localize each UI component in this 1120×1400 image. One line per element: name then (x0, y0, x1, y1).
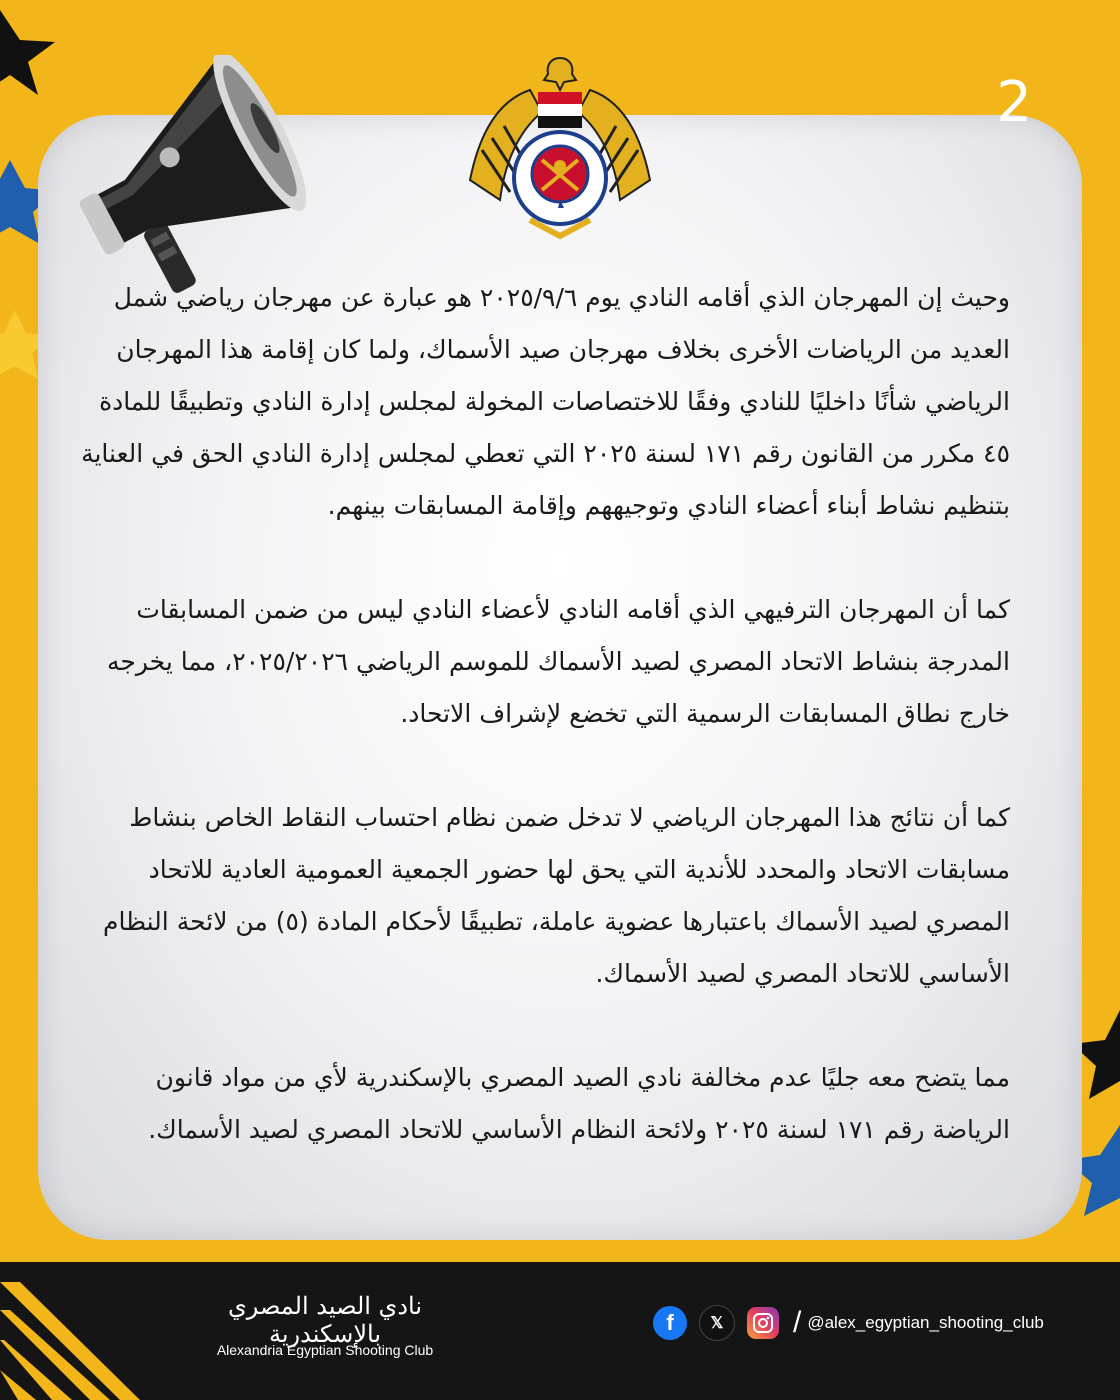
social-handle[interactable]: @alex_egyptian_shooting_club (807, 1313, 1044, 1332)
paragraph-1: وحيث إن المهرجان الذي أقامه النادي يوم ٢٠٢٥/٩/٦ هو عبارة عن مهرجان رياضي شمل العديد من الرياضات الأخرى بخلاف مهرجان صيد الأسماك، ولما كان إقامة هذا المهرجان الرياضي شأنًا داخليًا للنادي وفقًا للاختصاصات المخولة لمجلس إدارة النادي وتطبيقًا للمادة ٤٥ مكرر من القانون رقم ١٧١ لسنة ٢٠٢٥ التي تعطي لمجلس إدارة النادي الحق في العناية بتنظيم نشاط أبناء أعضاء النادي وتوجيههم وإقامة المسابقات بينهم. (81, 283, 1010, 520)
facebook-icon[interactable]: f (653, 1306, 687, 1340)
separator: / (793, 1306, 802, 1339)
club-name-arabic: نادي الصيد المصري بالإسكندرية (227, 1292, 423, 1348)
paragraph-3: كما أن نتائج هذا المهرجان الرياضي لا تدخل ضمن نظام احتساب النقاط الخاص بنشاط مسابقات الاتحاد والمحدد للأندية التي يحق لها حضور الجمعية العمومية العادية للاتحاد المصري لصيد الأسماك باعتبارها عضوية عاملة، تطبيقًا لأحكام المادة (٥) من لائحة النظام الأساسي للاتحاد المصري لصيد الأسماك. (103, 803, 1010, 988)
paragraph-4: مما يتضح معه جليًا عدم مخالفة نادي الصيد المصري بالإسكندرية لأي من مواد قانون الرياضة رقم ١٧١ لسنة ٢٠٢٥ ولائحة النظام الأساسي للاتحاد المصري لصيد الأسماك. (148, 1063, 1010, 1144)
instagram-icon[interactable] (747, 1307, 779, 1339)
footer-bar (0, 1262, 1120, 1400)
statement-body (70, 272, 1050, 1156)
hunting-club-eagle-emblem (460, 50, 660, 240)
page-number: 2 (996, 70, 1032, 135)
x-icon[interactable]: 𝕏 (699, 1305, 735, 1341)
star-black-top-left (0, 10, 55, 95)
club-name-english: Alexandria Egyptian Shooting Club (216, 1342, 434, 1358)
paragraph-2: كما أن المهرجان الترفيهي الذي أقامه النادي لأعضاء النادي ليس من ضمن المسابقات المدرجة بنشاط الاتحاد المصري لصيد الأسماك للموسم الرياضي ٢٠٢٥/٢٠٢٦، مما يخرجه خارج نطاق المسابقات الرسمية التي تخضع لإشراف الاتحاد. (107, 595, 1010, 728)
social-links (653, 1305, 1044, 1341)
